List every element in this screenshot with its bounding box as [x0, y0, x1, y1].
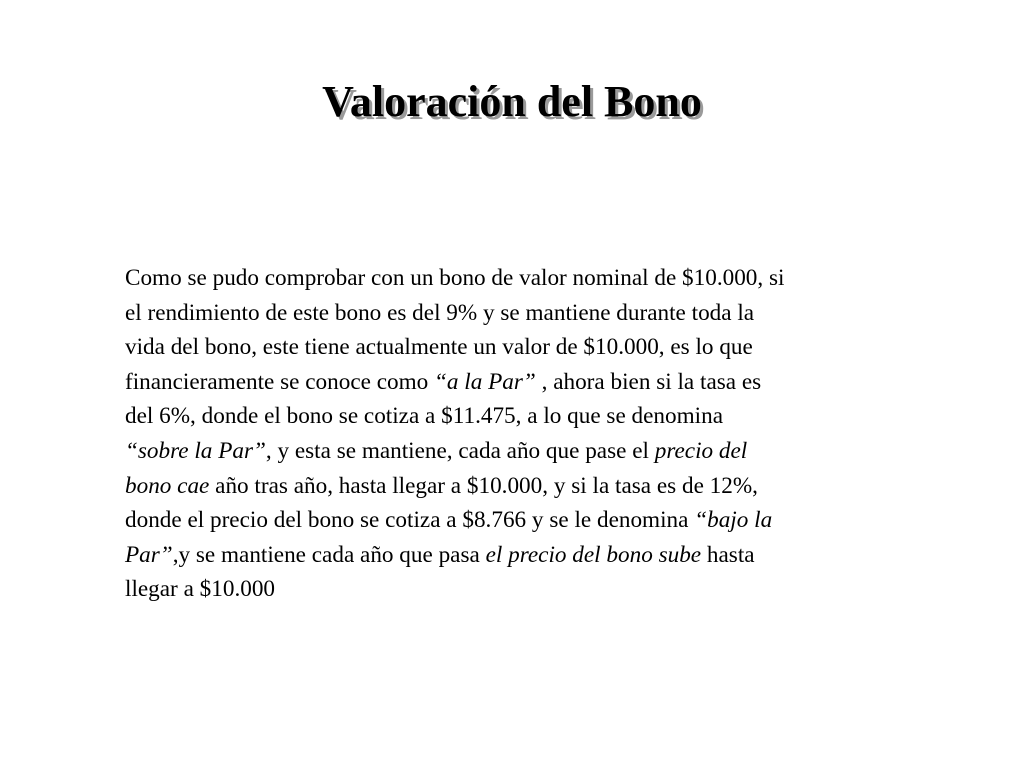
text-line	[125, 503, 940, 538]
italic-text-segment: “a la Par”	[434, 368, 536, 395]
slide-body-text	[125, 261, 940, 607]
italic-text-segment: “sobre la Par”	[125, 437, 266, 464]
italic-text-segment: el precio del bono sube	[485, 541, 702, 568]
text-line	[125, 261, 940, 296]
text-segment: año tras año, hasta llegar a $10.000, y si la tasa es de 12%,	[209, 472, 758, 499]
text-line	[125, 469, 940, 504]
text-segment: hasta	[701, 541, 755, 568]
text-line	[125, 538, 940, 573]
text-segment: , ahora bien si la tasa es	[535, 368, 762, 395]
text-segment: vida del bono, este tiene actualmente un valor de $10.000, es lo que	[125, 334, 753, 361]
text-line	[125, 330, 940, 365]
text-segment: ,y se mantiene cada año que pasa	[172, 541, 486, 568]
text-line	[125, 296, 940, 331]
text-line	[125, 572, 940, 607]
italic-text-segment: “bajo la	[694, 507, 773, 534]
text-segment: financieramente se conoce como	[125, 368, 435, 395]
text-segment: del 6%, donde el bono se cotiza a $11.475, a lo que se denomina	[125, 403, 723, 430]
text-segment: Como se pudo comprobar con un bono de valor nominal de $10.000, si	[125, 265, 785, 291]
text-line	[125, 365, 940, 400]
slide-title: Valoración del Bono	[322, 77, 702, 126]
text-segment: , y esta se mantiene, cada año que pase el	[265, 437, 655, 464]
text-line	[125, 399, 940, 434]
italic-text-segment: precio del	[654, 437, 748, 464]
text-line	[125, 434, 940, 469]
text-segment: donde el precio del bono se cotiza a $8.766 y se le denomina	[125, 507, 695, 534]
italic-text-segment: bono cae	[125, 472, 210, 499]
text-segment: el rendimiento de este bono es del 9% y se mantiene durante toda la	[125, 299, 755, 326]
text-segment: llegar a $10.000	[125, 576, 276, 603]
italic-text-segment: Par”	[125, 541, 173, 568]
